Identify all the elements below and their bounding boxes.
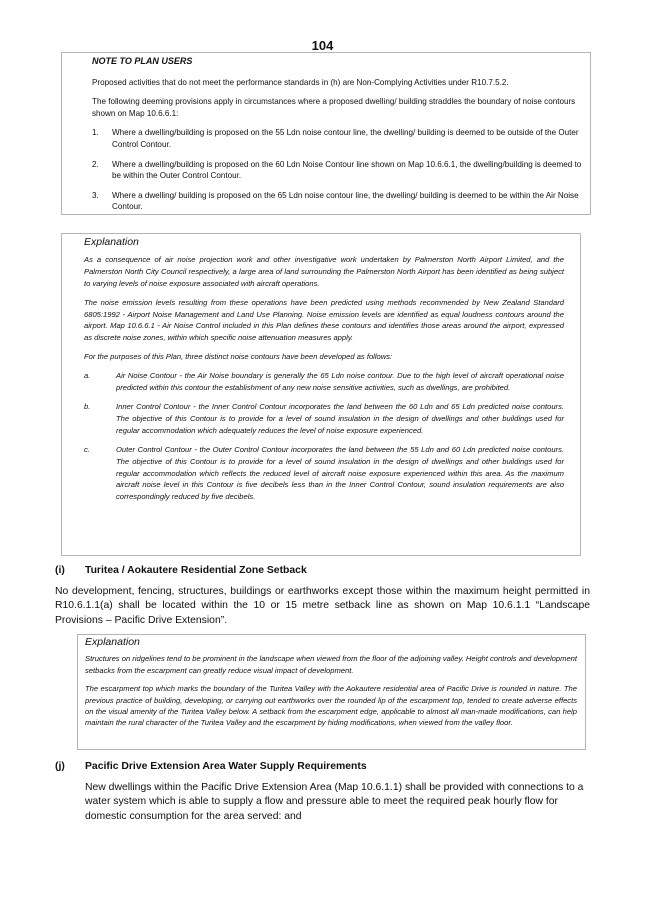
list-item (92, 127, 584, 150)
list-item-text: Air Noise Contour - the Air Noise boundary is generally the 65 Ldn noise contour. Due to the high level of aircraft operational noise predicted within this contour the establishment of any new noise sensitive activities, such as dwellings, are prohibited. (116, 371, 564, 393)
explanation-paragraph: Structures on ridgelines tend to be prominent in the landscape when viewed from the floor of the adjoining valley. Height controls and development setbacks from the escarpment can greatly reduce visual impact of development. (85, 654, 577, 675)
list-item (84, 401, 564, 437)
note-list (92, 127, 584, 213)
list-item-letter: a. (84, 371, 91, 381)
list-item (92, 159, 584, 182)
note-paragraph: The following deeming provisions apply in circumstances where a proposed dwelling/ building straddles the boundary of noise contours shown on Map 10.6.6.1: (92, 97, 576, 118)
section-j-body: New dwellings within the Pacific Drive Extension Area (Map 10.6.1.1) shall be provided with connections to a water system which is able to supply a flow and pressure able to meet the required peak hourly flow for domestic consumption for the area served: and (85, 782, 584, 822)
list-item-text: Where a dwelling/building is proposed on the 55 Ldn noise contour line, the dwelling/ building is deemed to be outside of the Outer Control Contour. (112, 128, 579, 149)
note-paragraph: Proposed activities that do not meet the performance standards in (h) are Non-Complying Activities under R10.7.5.2. (92, 77, 509, 87)
note-to-plan-users-box (61, 52, 591, 215)
explanation-paragraph: The escarpment top which marks the boundary of the Turitea Valley with the Aokautere residential area of Pacific Drive is rounded in nature. The previous practice of building, developing, or carrying out earthworks over the rounded lip of the escarpment top, tended to create adverse effects on the visual amenity of the Turitea Valley below. A setback from the escarpment edge, applicable to almost all man-made modifications, can help maintain the rural character of the Turitea Valley and the escarpment by hiding modifications, when viewed from the valley floor. (85, 684, 577, 728)
explanation-paragraph: As a consequence of air noise projection work and other investigative work undertaken by Palmerston North Airport Limited, and the Palmerston North City Council respectively, a large area of land surrounding the Palmerston North Airport has been identified as being subject to varying levels of noise exposure associated with aircraft operations. (84, 254, 564, 288)
section-title: Turitea / Aokautere Residential Zone Setback (85, 565, 307, 576)
section-title: Pacific Drive Extension Area Water Supply Requirements (85, 761, 367, 772)
section-i-body: No development, fencing, structures, buildings or earthworks except those within the maximum height permitted in R10.6.1.1(a) shall be located within the 10 or 15 metre setback line as shown on Map 10.6.1.1 “Landscape Provisions – Pacific Drive Extension”. (55, 586, 590, 626)
list-item-text: Inner Control Contour - the Inner Control Contour incorporates the land between the 60 Ldn and 65 Ldn predicted noise contours. The objective of this Contour is to provide for a level of sound insulation in the design of dwellings and other buildings used for regular accommodation which adequately reduces the level of noise exposure experienced. (116, 401, 564, 435)
page-number: 104 (311, 38, 334, 53)
section-heading-i (55, 565, 585, 579)
note-title: NOTE TO PLAN USERS (92, 56, 193, 66)
explanation-title: Explanation (84, 236, 139, 248)
list-item (84, 444, 564, 504)
list-item-text: Where a dwelling/ building is proposed on the 65 Ldn noise contour line, the dwelling/ building is deemed to be within the Air Noise Contour. (112, 190, 579, 212)
explanation-paragraph: The noise emission levels resulting from these operations have been predicted using methods recommended by New Zealand Standard 6805:1992 - Airport Noise Management and Land Use Planning. Noise emission levels are identified as equal loudness contours around the airport. Map 10.6.6.1 - Air Noise Control included in this Plan defines these contours and identifies those areas around the airport, expressed as discrete noise zones, within which specific noise attenuation measures apply. (84, 297, 564, 343)
noise-contour-list (84, 370, 564, 503)
list-item-number: 3. (92, 190, 99, 200)
list-item-letter: b. (84, 401, 91, 411)
list-item-text: Where a dwelling/building is proposed on the 60 Ldn Noise Contour line shown on Map 10.6.6.1, the dwelling/building is deemed to be within the Outer Control Contour. (112, 159, 582, 181)
list-item-number: 1. (92, 128, 99, 138)
explanation-box-noise (61, 233, 581, 556)
list-item-letter: c. (84, 444, 90, 454)
explanation-box-escarpment (77, 634, 586, 750)
list-item-number: 2. (92, 159, 99, 169)
explanation-paragraph: For the purposes of this Plan, three distinct noise contours have been developed as follows: (84, 352, 393, 362)
list-item-text: Outer Control Contour - the Outer Control Contour incorporates the land between the 55 Ldn and 60 Ldn predicted noise contours. The objective of this Contour is to provide for a level of sound insulation in the design of dwellings and other buildings used for regular accommodation which reflects the reduced level of aircraft noise exposure experienced within this area. As the maximum aircraft noise level in this Contour is five decibels less than in the Inner Control Contour, sound insulation requirements are also correspondingly reduced by five decibels. (116, 444, 564, 502)
section-heading-j (55, 761, 585, 775)
section-label: (i) (55, 565, 65, 576)
list-item (84, 370, 564, 394)
section-label: (j) (55, 761, 65, 772)
list-item (92, 190, 584, 213)
explanation-title: Explanation (85, 636, 140, 648)
